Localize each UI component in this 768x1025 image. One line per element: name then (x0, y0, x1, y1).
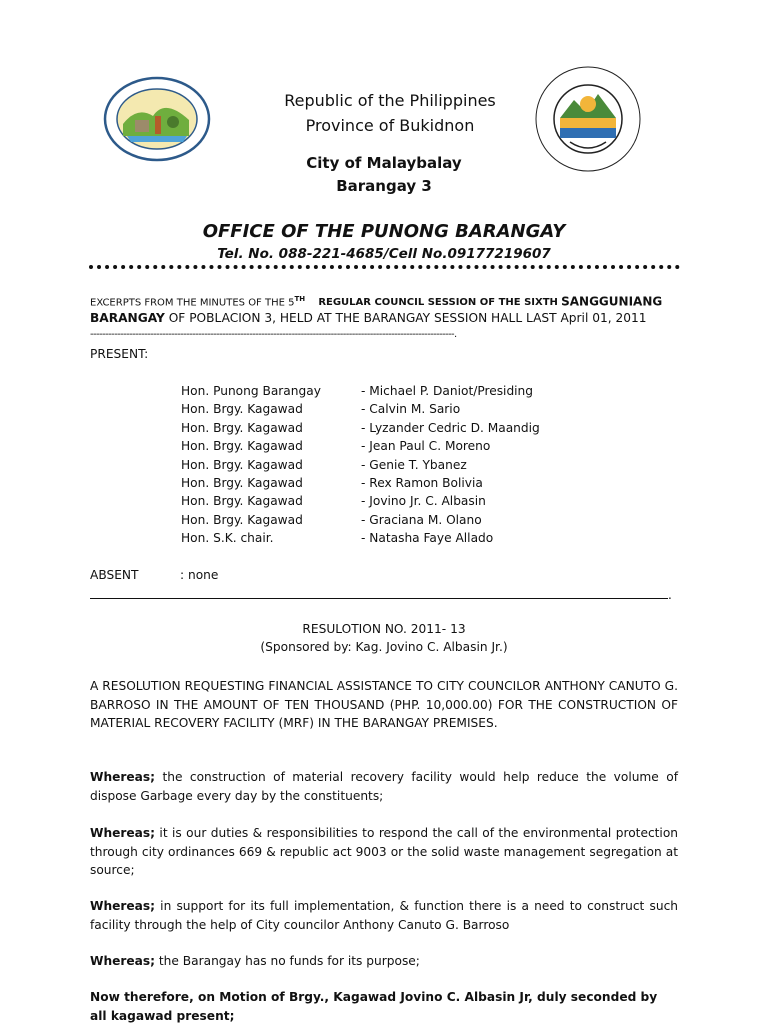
contact-line: Tel. No. 088-221-4685/Cell No.09177219607 (217, 246, 551, 262)
whereas-text: the Barangay has no funds for its purpose; (155, 954, 420, 968)
whereas-clause (90, 897, 678, 934)
whereas-lead: Whereas; (90, 899, 156, 913)
member-title: Hon. Brgy. Kagawad (181, 476, 303, 490)
absent-label: ABSENT (90, 568, 139, 582)
rule-end: . (668, 588, 672, 602)
resolution-number: RESULOTION NO. 2011- 13 (302, 622, 466, 636)
whereas-lead: Whereas; (90, 826, 156, 840)
member-title: Hon. Brgy. Kagawad (181, 439, 303, 454)
whereas-text: in support for its full implementation, & function there is a need to construct such facility through the help of City councilor Anthony Canuto G. Barroso (90, 899, 678, 932)
member-name: - Calvin M. Sario (361, 402, 461, 417)
member-name: - Genie T. Ybanez (361, 457, 467, 472)
member-name: - Graciana M. Olano (361, 512, 482, 527)
office-title: OFFICE OF THE PUNONG BARANGAY (202, 221, 566, 242)
member-name: - Michael P. Daniot/Presiding (361, 384, 534, 398)
dash-divider: -------------------------------------------------------------------------------------------------------------------------. (90, 329, 457, 340)
resolution-sponsor: (Sponsored by: Kag. Jovino C. Albasin Jr.) (260, 640, 508, 654)
attendance-rule (90, 598, 668, 599)
dotted-divider (89, 265, 680, 269)
excerpt-line-2 (90, 309, 678, 328)
whereas-clause (90, 768, 678, 805)
member-name: - Jovino Jr. C. Albasin (361, 494, 486, 509)
whereas-lead: Whereas; (90, 954, 156, 968)
member-title: Hon. Brgy. Kagawad (181, 402, 303, 417)
whereas-text: the construction of material recovery facility would help reduce the volume of dispose Garbage every day by the constituents; (90, 770, 678, 803)
excerpt-details: OF POBLACION 3, HELD AT THE BARANGAY SESSION HALL LAST April 01, 2011 (164, 311, 647, 325)
member-title: Hon. Brgy. Kagawad (181, 494, 303, 509)
excerpt-session: REGULAR COUNCIL SESSION OF THE SIXTH (318, 297, 558, 309)
member-title: Hon. Brgy. Kagawad (181, 457, 303, 472)
absent-value: : none (180, 568, 219, 582)
city-heading: City of Malaybalay (306, 154, 462, 172)
member-name: - Lyzander Cedric D. Maandig (361, 420, 540, 435)
whereas-lead: Whereas; (90, 770, 156, 784)
excerpt-superscript: TH (294, 295, 306, 303)
excerpt-barangay: BARANGAY (90, 311, 165, 325)
republic-heading: Republic of the Philippines (284, 91, 496, 110)
whereas-text: it is our duties & responsibilities to respond the call of the environmental protection through city ordinances 669 & republic act 9003 or the solid waste management segregation at source; (90, 826, 678, 877)
member-title: Hon. S.K. chair. (181, 531, 274, 546)
resolution-title: A RESOLUTION REQUESTING FINANCIAL ASSISTANCE TO CITY COUNCILOR ANTHONY CANUTO G. BARROSO IN THE AMOUNT OF TEN THOUSAND (PHP. 10,000.00) FOR THE CONSTRUCTION OF MATERIAL RECOVERY FACILITY (MRF) IN THE BARANGAY PREMISES. (90, 679, 678, 730)
member-name: - Rex Ramon Bolivia (361, 476, 483, 490)
member-name: - Natasha Faye Allado (361, 531, 494, 546)
barangay-heading: Barangay 3 (336, 177, 432, 195)
whereas-clause (90, 952, 678, 971)
member-title: Hon. Brgy. Kagawad (181, 420, 303, 435)
province-heading: Province of Bukidnon (305, 116, 475, 135)
absent-row (90, 566, 678, 585)
whereas-clause (90, 824, 678, 880)
excerpt-sangguniang: SANGGUNIANG (561, 294, 663, 309)
member-title: Hon. Brgy. Kagawad (181, 512, 303, 527)
excerpt-prefix: EXCERPTS FROM THE MINUTES OF THE 5 (90, 297, 295, 309)
member-name: - Jean Paul C. Moreno (361, 439, 491, 454)
motion-text: Now therefore, on Motion of Brgy., Kagawad Jovino C. Albasin Jr, duly seconded by all kagawad present; (90, 990, 658, 1023)
member-title: Hon. Punong Barangay (181, 384, 321, 398)
present-label: PRESENT: (90, 347, 149, 361)
